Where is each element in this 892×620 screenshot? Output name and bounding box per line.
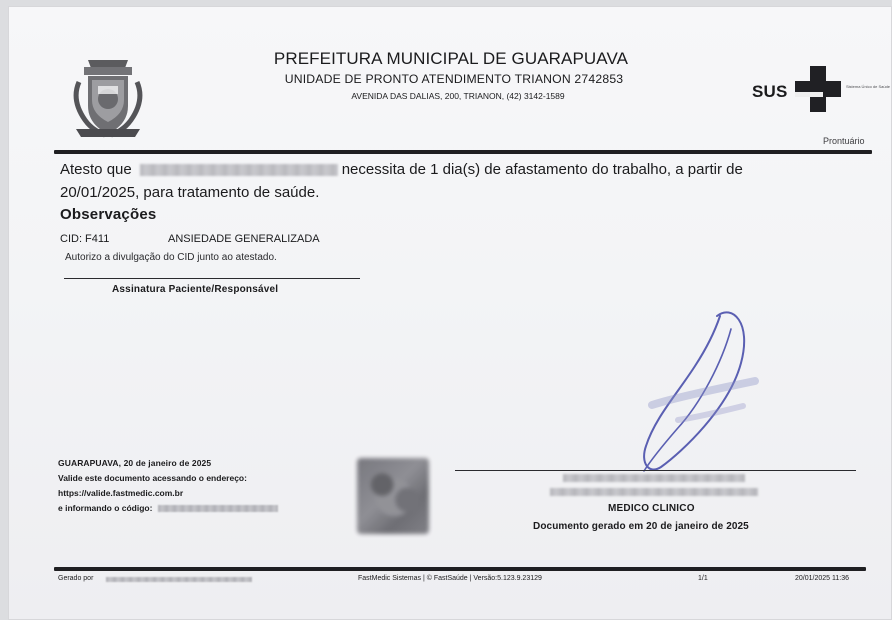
doctor-registration-redaction [550, 488, 758, 496]
sus-logo-text: SUS [752, 82, 788, 101]
signature-icon [634, 304, 762, 484]
generated-by-redaction [106, 577, 252, 582]
qr-code-blur [357, 458, 429, 534]
validation-code [58, 503, 278, 513]
sus-cross-icon [795, 66, 841, 112]
sus-tagline: Sistema Único de Saúde [846, 84, 891, 89]
page-number: 1/1 [698, 575, 708, 582]
certificate-line-1-suffix: necessita de 1 dia(s) de afastamento do trabalho, a partir de [341, 161, 743, 178]
doctor-role: MEDICO CLINICO [608, 503, 695, 514]
header-divider [54, 150, 872, 154]
certificate-line-2: 20/01/2025, para tratamento de saúde. [60, 184, 320, 201]
document-generated-date: Documento gerado em 20 de janeiro de 2025 [533, 521, 749, 532]
page-title: PREFEITURA MUNICIPAL DE GUARAPUAVA [273, 49, 629, 68]
validation-url: https://valide.fastmedic.com.br [58, 488, 184, 498]
observations-title: Observações [60, 206, 157, 223]
certificate-line-1-prefix: Atesto que [60, 161, 132, 178]
document-page [8, 6, 892, 620]
doctor-name-redaction [563, 474, 745, 482]
certificate-line-1 [60, 161, 743, 178]
patient-signature-label: Assinatura Paciente/Responsável [112, 284, 279, 295]
cid-description: ANSIEDADE GENERALIZADA [168, 233, 320, 245]
coat-of-arms-icon [64, 52, 152, 144]
unit-address: AVENIDA DAS DALIAS, 200, TRIANON, (42) 3142-1589 [351, 91, 565, 101]
generated-by-label: Gerado por [58, 575, 94, 582]
cid-code: CID: F411 [60, 233, 110, 245]
footer-divider [54, 567, 866, 571]
authorization-text: Autorizo a divulgação do CID junto ao atestado. [65, 252, 277, 263]
patient-signature-line [64, 278, 360, 279]
prontuario-label: Prontuário [823, 136, 865, 146]
doctor-signature-line [455, 470, 856, 471]
validation-code-label: e informando o código: [58, 503, 153, 513]
footer-datetime: 20/01/2025 11:36 [795, 575, 849, 582]
unit-name: UNIDADE DE PRONTO ATENDIMENTO TRIANON 2742853 [284, 72, 624, 86]
validation-instruction: Valide este documento acessando o endereço: [58, 473, 247, 483]
system-info: FastMedic Sistemas | © FastSaúde | Versão:5.123.9.23129 [358, 575, 542, 582]
patient-name-redaction [140, 164, 338, 176]
location-date: GUARAPUAVA, 20 de janeiro de 2025 [58, 458, 212, 468]
validation-code-redaction [158, 505, 278, 512]
